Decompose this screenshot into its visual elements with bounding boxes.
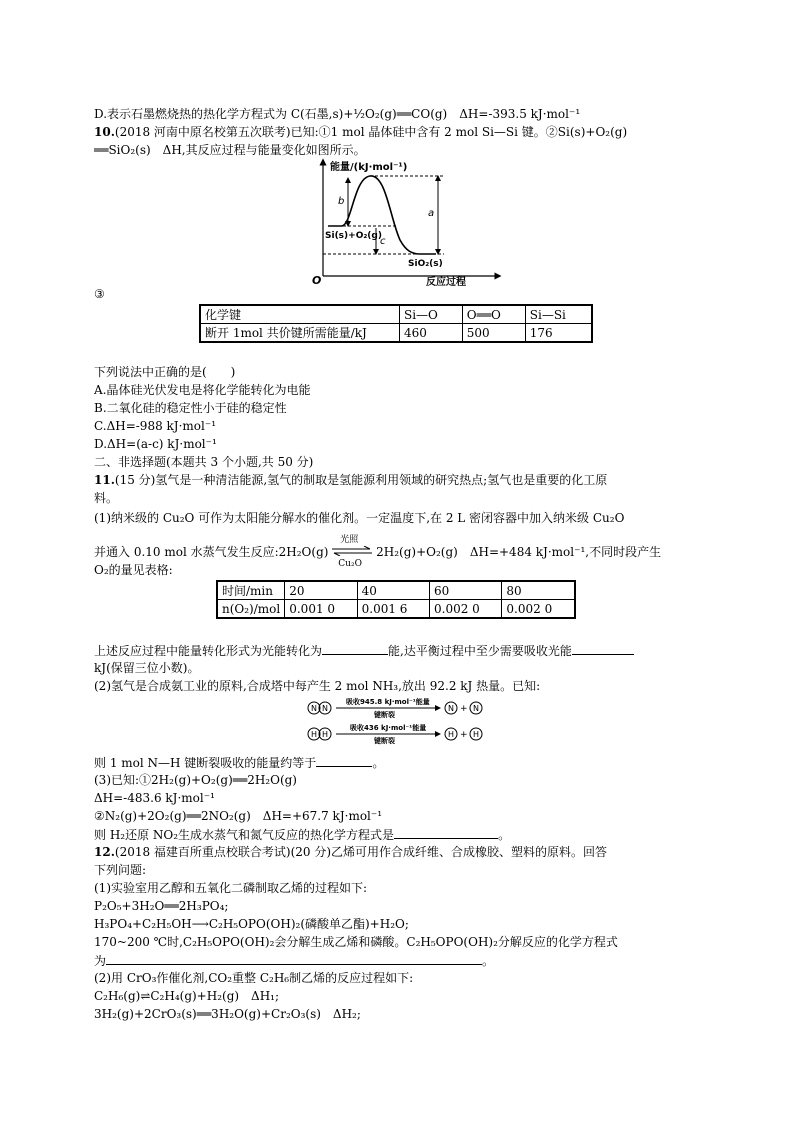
label-a: a bbox=[428, 208, 435, 219]
h2-energy-label: 吸收436 kJ·mol⁻¹能量 bbox=[350, 724, 427, 732]
table-cell: Si—O bbox=[400, 305, 463, 324]
answer-blank[interactable] bbox=[316, 754, 372, 767]
svg-text:+: + bbox=[460, 730, 468, 740]
q10-number: 10. bbox=[94, 125, 115, 139]
table-cell: 460 bbox=[400, 324, 463, 343]
table-cell: O══O bbox=[462, 305, 525, 324]
q12-part2: (2)用 CrO₃作催化剂,CO₂重整 C₂H₆制乙烯的反应过程如下: bbox=[94, 971, 414, 985]
table-cell: n(O₂)/mol bbox=[217, 600, 285, 619]
table-cell: Si—Si bbox=[525, 305, 592, 324]
option-a: A.晶体硅光伏发电是将化学能转化为电能 bbox=[94, 383, 311, 397]
q11-part2-question bbox=[94, 754, 384, 771]
q11-part3-dh1: ΔH=-483.6 kJ·mol⁻¹ bbox=[94, 791, 215, 805]
table-cell: 176 bbox=[525, 324, 592, 343]
option-c: C.ΔH=-988 kJ·mol⁻¹ bbox=[94, 419, 217, 433]
origin-label: O bbox=[312, 274, 322, 286]
q11-stem: (15 分)氢气是一种清洁能源,氢气的制取是氢能源利用领域的研究热点;氢气也是重要的化工原 bbox=[114, 473, 608, 487]
q10-line1 bbox=[94, 124, 627, 140]
table-cell: 60 bbox=[430, 581, 502, 600]
q12-line2: 下列问题: bbox=[94, 863, 147, 877]
q11-part1-unit: kJ(保留三位小数)。 bbox=[94, 661, 200, 675]
bond-break-scheme bbox=[306, 696, 496, 748]
q11-text: 能,达平衡过程中至少需要吸收光能 bbox=[388, 644, 572, 658]
label-c: c bbox=[380, 236, 386, 247]
reversible-arrow-icon bbox=[332, 546, 372, 556]
n-atoms bbox=[445, 702, 482, 714]
svg-text:H: H bbox=[473, 730, 480, 739]
table-row bbox=[217, 581, 575, 600]
answer-blank[interactable] bbox=[572, 642, 634, 655]
answer-blank[interactable] bbox=[322, 642, 388, 655]
q12-text: 。 bbox=[482, 954, 495, 968]
reactant-label: Si(s)+O₂(g) bbox=[325, 231, 382, 241]
option-b: B.二氧化硅的稳定性小于硅的稳定性 bbox=[94, 401, 287, 415]
table-cell: 时间/min bbox=[217, 581, 285, 600]
table-cell: 0.001 6 bbox=[357, 600, 429, 619]
q12-eq3: C₂H₆(g)⇌C₂H₄(g)+H₂(g) ΔH₁; bbox=[94, 989, 280, 1003]
answer-blank[interactable] bbox=[394, 826, 498, 839]
q12-text: 为 bbox=[94, 954, 107, 968]
svg-text:N: N bbox=[311, 704, 317, 713]
catalyst-bottom: Cu₂O bbox=[338, 558, 362, 569]
energy-diagram bbox=[308, 158, 508, 286]
q11-text: 。 bbox=[498, 828, 511, 842]
table-cell: 0.001 0 bbox=[285, 600, 357, 619]
h2-molecule bbox=[308, 728, 331, 740]
table-cell: 40 bbox=[357, 581, 429, 600]
q11-line1 bbox=[94, 472, 607, 488]
q11-text: 则 1 mol N—H 键断裂吸收的能量约等于 bbox=[94, 756, 317, 770]
x-axis-label: 反应过程 bbox=[426, 277, 466, 286]
q11-part1-question bbox=[94, 642, 634, 659]
q12-eq2: H₃PO₄+C₂H₅OH⟶C₂H₅OPO(OH)₂(磷酸单乙酯)+H₂O; bbox=[94, 917, 409, 931]
table-cell: 80 bbox=[502, 581, 575, 600]
n2-energy-label: 吸收945.8 kJ·mol⁻¹能量 bbox=[346, 698, 430, 706]
table-cell: 500 bbox=[462, 324, 525, 343]
q11-part3-eq2: ②N₂(g)+2O₂(g)══2NO₂(g) ΔH=+67.7 kJ·mol⁻¹ bbox=[94, 809, 383, 823]
catalyst-arrow bbox=[332, 534, 372, 569]
h2-break-label: 键断裂 bbox=[374, 737, 395, 745]
table-cell: 20 bbox=[285, 581, 357, 600]
label-b: b bbox=[338, 196, 345, 207]
q12-line1 bbox=[94, 844, 607, 860]
option-d-prev: D.表示石墨燃烧热的热化学方程式为 C(石墨,s)+½O₂(g)══CO(g) ΔH=-393.5 kJ·mol⁻¹ bbox=[94, 107, 581, 121]
q12-eq1: P₂O₅+3H₂O══2H₃PO₄; bbox=[94, 899, 229, 913]
q12-stem: (2018 福建百所重点校联合考试)(20 分)乙烯可用作合成纤维、合成橡胶、塑料的原料。回答 bbox=[114, 845, 608, 859]
q11-reaction bbox=[94, 534, 662, 569]
reaction-right: 2H₂(g)+O₂(g) ΔH=+484 kJ·mol⁻¹,不同时段产生 bbox=[376, 545, 662, 559]
q10-stem: (2018 河南中原名校第五次联考)已知:①1 mol 晶体硅中含有 2 mol Si—Si 键。②Si(s)+O₂(g) bbox=[114, 125, 628, 139]
y-axis-label: 能量/(kJ·mol⁻¹) bbox=[330, 162, 408, 173]
table-cell: 断开 1mol 共价键所需能量/kJ bbox=[200, 324, 400, 343]
q10-line2: ══SiO₂(s) ΔH,其反应过程与能量变化如图所示。 bbox=[94, 143, 366, 157]
q11-table-intro: O₂的量见表格: bbox=[94, 563, 173, 577]
q11-text: 则 H₂还原 NO₂生成水蒸气和氮气反应的热化学方程式是 bbox=[94, 828, 395, 842]
section-heading: 二、非选择题(本题共 3 个小题,共 50 分) bbox=[94, 455, 314, 469]
o2-amount-table bbox=[216, 580, 576, 619]
h-atoms bbox=[445, 728, 482, 740]
svg-text:H: H bbox=[311, 730, 318, 739]
svg-text:N: N bbox=[322, 704, 328, 713]
svg-text:H: H bbox=[322, 730, 329, 739]
q10-question: 下列说法中正确的是( ) bbox=[94, 365, 236, 379]
q12-number: 12. bbox=[94, 845, 115, 859]
reaction-left: 并通入 0.10 mol 水蒸气发生反应:2H₂O(g) bbox=[94, 545, 329, 559]
q11-number: 11. bbox=[94, 473, 115, 487]
q12-part1-question bbox=[94, 952, 494, 969]
table-row bbox=[200, 324, 592, 343]
q11-text: 上述反应过程中能量转化形式为光能转化为 bbox=[94, 644, 323, 658]
q11-line2: 料。 bbox=[94, 491, 119, 505]
option-d: D.ΔH=(a-c) kJ·mol⁻¹ bbox=[94, 437, 217, 451]
svg-text:N: N bbox=[448, 704, 454, 713]
svg-text:N: N bbox=[473, 704, 479, 713]
q11-part3-question bbox=[94, 826, 510, 843]
q11-part3-eq1: (3)已知:①2H₂(g)+O₂(g)══2H₂O(g) bbox=[94, 773, 297, 787]
catalyst-top: 光照 bbox=[340, 534, 359, 545]
product-label: SiO₂(s) bbox=[408, 259, 443, 269]
table-row bbox=[200, 305, 592, 324]
q12-part1: (1)实验室用乙醇和五氧化二磷制取乙烯的过程如下: bbox=[94, 881, 368, 895]
table-row bbox=[217, 600, 575, 619]
table-cell: 0.002 0 bbox=[502, 600, 575, 619]
n2-break-label: 键断裂 bbox=[374, 711, 395, 719]
item-3-marker: ③ bbox=[94, 287, 105, 301]
svg-text:+: + bbox=[460, 704, 468, 714]
bond-energy-table bbox=[199, 304, 593, 343]
answer-blank[interactable] bbox=[106, 952, 482, 965]
q12-part1-text: 170~200 ℃时,C₂H₅OPO(OH)₂会分解生成乙烯和磷酸。C₂H₅OPO(OH)₂分解反应的化学方程式 bbox=[94, 935, 618, 949]
q12-eq4: 3H₂(g)+2CrO₃(s)══3H₂O(g)+Cr₂O₃(s) ΔH₂; bbox=[94, 1007, 361, 1021]
q11-text: 。 bbox=[372, 756, 385, 770]
q11-part2: (2)氢气是合成氨工业的原料,合成塔中每产生 2 mol NH₃,放出 92.2 kJ 热量。已知: bbox=[94, 679, 541, 693]
table-cell: 0.002 0 bbox=[430, 600, 502, 619]
table-cell: 化学键 bbox=[200, 305, 400, 324]
n2-molecule bbox=[308, 702, 331, 714]
q11-part1: (1)纳米级的 Cu₂O 可作为太阳能分解水的催化剂。一定温度下,在 2 L 密闭容器中加入纳米级 Cu₂O bbox=[94, 511, 625, 525]
svg-text:H: H bbox=[448, 730, 455, 739]
